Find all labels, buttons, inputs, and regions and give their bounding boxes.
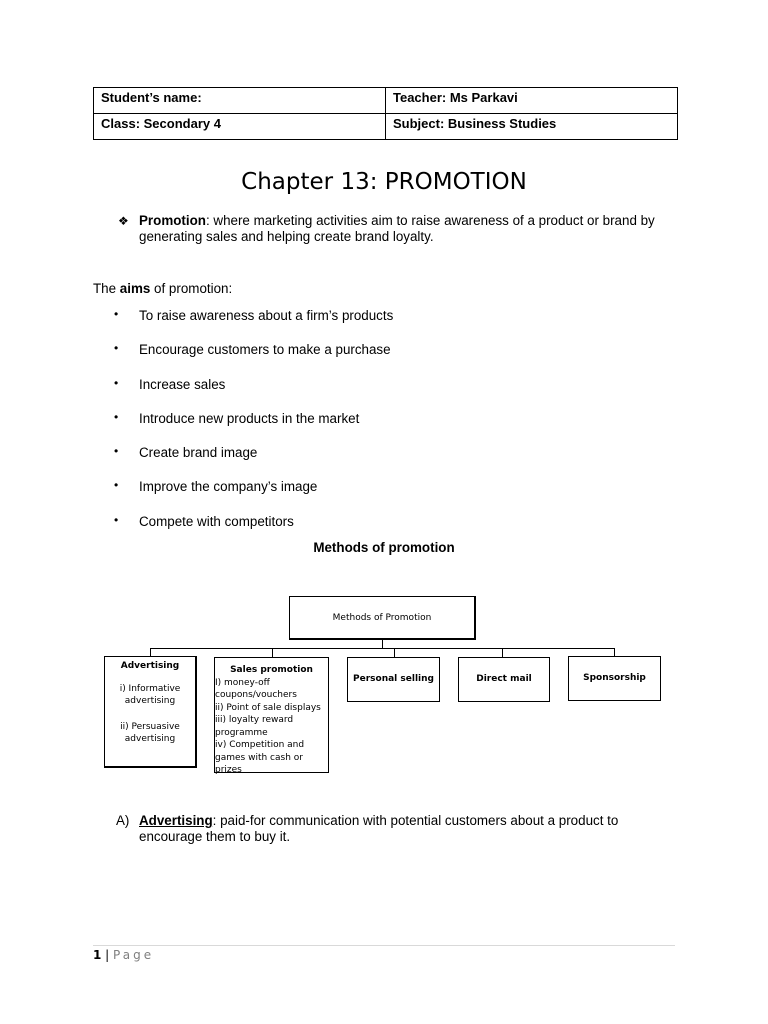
personal-selling-box	[347, 657, 440, 702]
sales-promotion-item: iv) Competition and games with cash or prizes	[215, 740, 305, 775]
sales-promotion-item: ii) Point of sale displays	[215, 702, 321, 713]
aim-text: Create brand image	[139, 445, 258, 461]
footer-separator: |	[101, 948, 114, 962]
connector-horizontal	[150, 648, 615, 649]
class-cell	[94, 114, 386, 140]
personal-selling-label: Personal selling	[353, 674, 434, 684]
diagram-root-label: Methods of Promotion	[332, 613, 432, 623]
aims-intro-prefix: The	[93, 281, 120, 296]
aim-text: Compete with competitors	[139, 513, 294, 529]
list-item	[114, 479, 393, 513]
bullet-icon: •	[114, 478, 119, 493]
definition-body: : where marketing activities aim to raise awareness of a product or brand by generating sales and helping create brand loyalty.	[139, 213, 655, 244]
class-label: Class: Secondary 4	[101, 116, 221, 131]
header-table	[93, 87, 678, 140]
aim-text: Encourage customers to make a purchase	[139, 342, 391, 358]
definition-text	[139, 213, 678, 245]
direct-mail-box	[458, 657, 550, 702]
page-label: Page	[113, 948, 155, 962]
footer-divider	[93, 945, 675, 946]
advertising-box	[104, 656, 197, 768]
section-a-text: : paid-for communication with potential customers about a product to encourage them to buy it.	[139, 813, 619, 844]
page-footer	[93, 948, 154, 962]
bullet-icon: •	[114, 307, 119, 321]
sponsorship-box	[568, 656, 661, 701]
list-item	[114, 445, 393, 479]
section-a-term: Advertising	[139, 813, 213, 828]
definition-term: Promotion	[139, 213, 206, 228]
section-a-body	[139, 813, 676, 845]
teacher-cell	[386, 88, 678, 114]
list-item	[114, 342, 393, 376]
methods-heading: Methods of promotion	[313, 540, 455, 555]
bullet-icon: •	[114, 409, 119, 424]
aim-text: To raise awareness about a firm’s products	[139, 308, 394, 323]
diagram-root-box	[289, 596, 476, 640]
list-item	[114, 411, 393, 445]
page-number: 1	[93, 948, 102, 962]
diamond-bullet-icon: ❖	[118, 214, 129, 228]
connector-sales	[272, 648, 273, 657]
promotion-definition	[118, 213, 678, 245]
aim-text: Introduce new products in the market	[139, 410, 360, 426]
teacher-label: Teacher: Ms Parkavi	[393, 90, 518, 105]
advertising-title: Advertising	[120, 661, 180, 671]
sales-promotion-item: iii) loyalty reward programme	[215, 715, 294, 738]
aim-text: Increase sales	[139, 376, 226, 392]
student-name-label: Student’s name:	[101, 90, 202, 105]
connector-personal	[394, 648, 395, 657]
advertising-item: i) Informative advertising	[119, 684, 181, 706]
advertising-item: ii) Persuasive advertising	[120, 722, 180, 744]
sales-promotion-title: Sales promotion	[230, 665, 313, 675]
bullet-icon: •	[114, 375, 119, 390]
subject-label: Subject: Business Studies	[393, 116, 557, 131]
sales-promotion-item: I) money-off coupons/vouchers	[215, 677, 297, 700]
bullet-icon: •	[114, 444, 119, 459]
section-a-label: A)	[116, 813, 130, 828]
list-item	[114, 377, 393, 411]
list-item	[114, 308, 393, 342]
section-a-advertising	[116, 813, 676, 845]
aims-intro	[93, 281, 232, 296]
bullet-icon: •	[114, 341, 119, 356]
bullet-icon: •	[114, 512, 119, 527]
direct-mail-label: Direct mail	[476, 674, 532, 684]
page-title: Chapter 13: PROMOTION	[241, 169, 527, 195]
aims-intro-bold: aims	[119, 281, 151, 296]
student-name-cell	[94, 88, 386, 114]
sales-promotion-box	[214, 657, 329, 773]
aims-list	[114, 308, 393, 548]
aims-intro-suffix: of promotion:	[150, 281, 233, 296]
sponsorship-label: Sponsorship	[583, 673, 646, 683]
subject-cell	[386, 114, 678, 140]
aim-text: Improve the company’s image	[139, 479, 318, 495]
connector-direct	[502, 648, 503, 657]
